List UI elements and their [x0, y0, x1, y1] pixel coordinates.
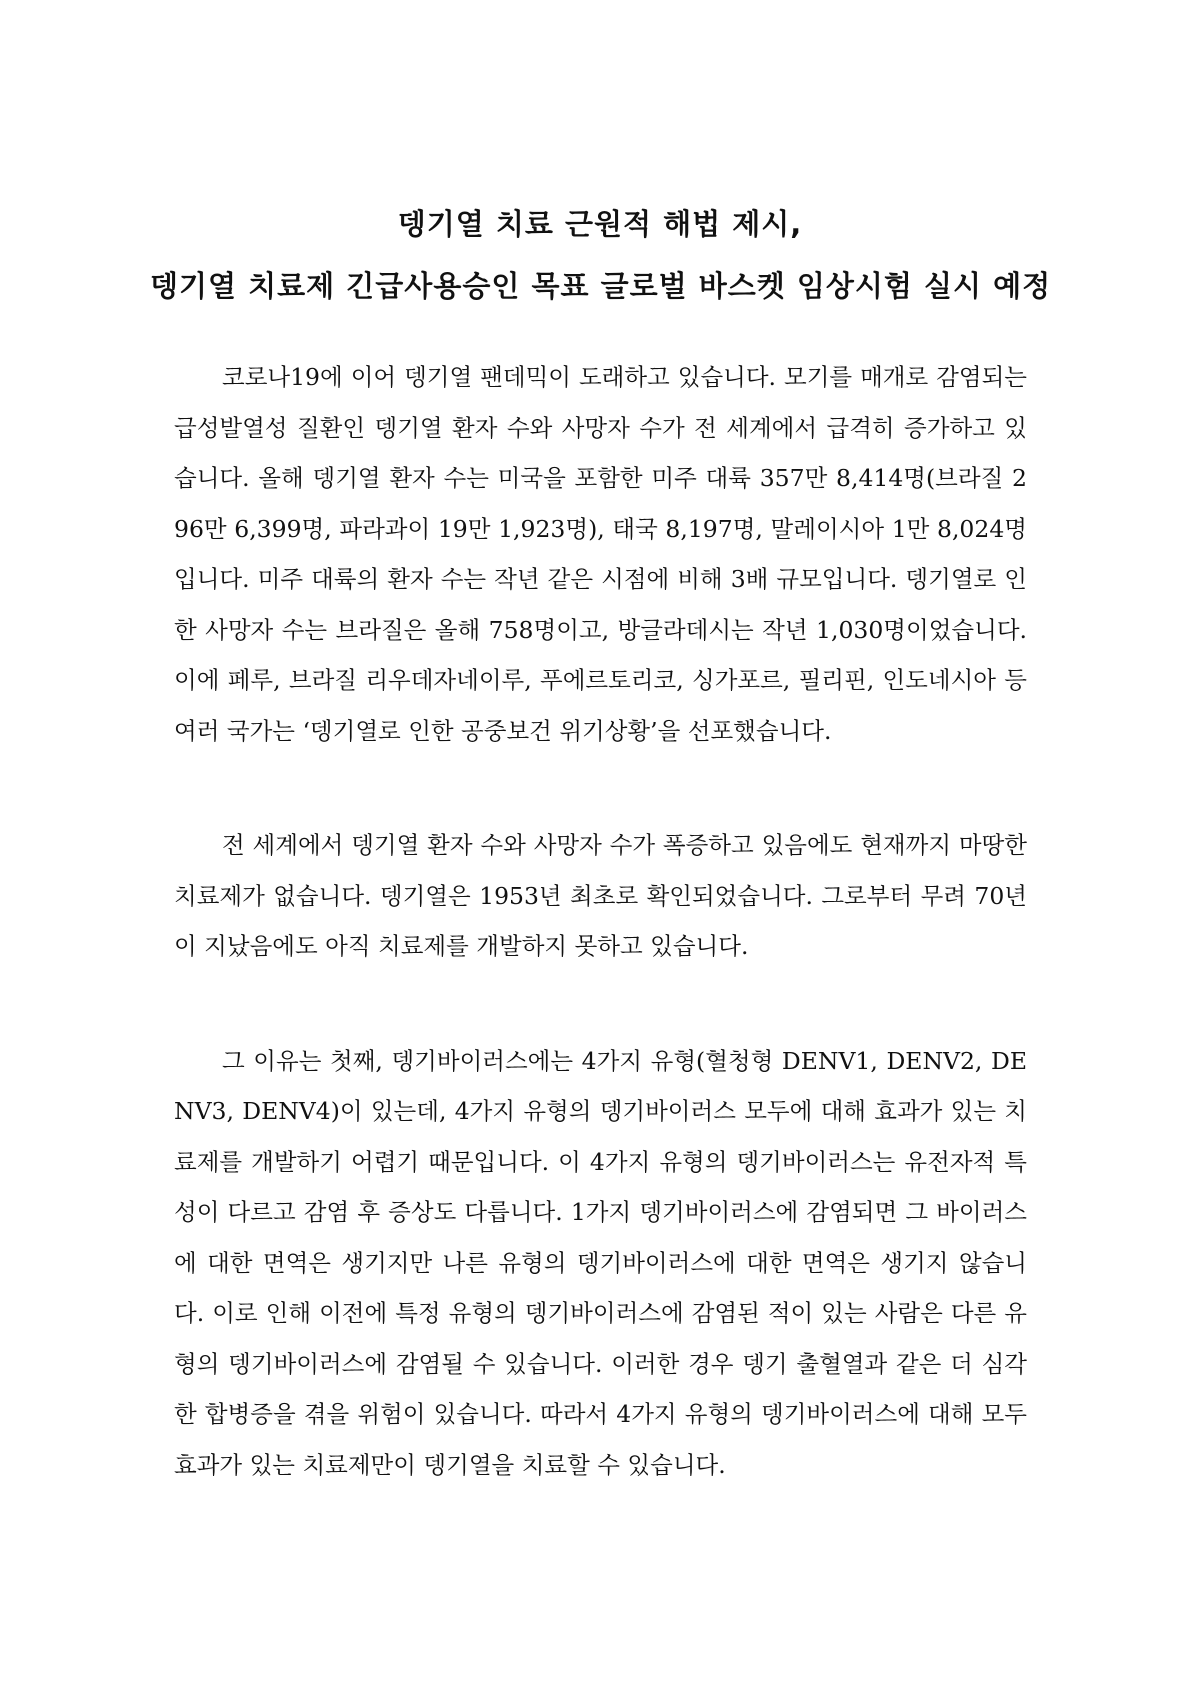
paragraph-1: 코로나19에 이어 뎅기열 팬데믹이 도래하고 있습니다. 모기를 매개로 감염되는 급성발열성 질환인 뎅기열 환자 수와 사망자 수가 전 세계에서 급격히 증가하고 있습니다. 올해 뎅기열 환자 수는 미국을 포함한 미주 대륙 357만 8,414명(브라질 296만 6,399명, 파라과이 19만 1,923명), 태국 8,197명, 말레이시아 1만 8,024명입니다. 미주 대륙의 환자 수는 작년 같은 시점에 비해 3배 규모입니다. 뎅기열로 인한 사망자 수는 브라질은 올해 758명이고, 방글라데시는 작년 1,030명이었습니다. 이에 페루, 브라질 리우데자네이루, 푸에르토리코, 싱가포르, 필리핀, 인도네시아 등 여러 국가는 ‘뎅기열로 인한 공중보건 위기상황’을 선포했습니다. — [174, 363, 1027, 745]
paragraph-3: 그 이유는 첫째, 뎅기바이러스에는 4가지 유형(혈청형 DENV1, DENV2, DENV3, DENV4)이 있는데, 4가지 유형의 뎅기바이러스 모두에 대해 효과가 있는 치료제를 개발하기 어렵기 때문입니다. 이 4가지 유형의 뎅기바이러스는 유전자적 특성이 다르고 감염 후 증상도 다릅니다. 1가지 뎅기바이러스에 감염되면 그 바이러스에 대한 면역은 생기지만 나른 유형의 뎅기바이러스에 대한 면역은 생기지 않습니다. 이로 인해 이전에 특정 유형의 뎅기바이러스에 감염된 적이 있는 사람은 다른 유형의 뎅기바이러스에 감염될 수 있습니다. 이러한 경우 뎅기 출혈열과 같은 더 심각한 합병증을 겪을 위험이 있습니다. 따라서 4가지 유형의 뎅기바이러스에 대해 모두 효과가 있는 치료제만이 뎅기열을 치료할 수 있습니다. — [174, 1046, 1027, 1479]
document-body — [174, 352, 1027, 1490]
paragraph-2: 전 세계에서 뎅기열 환자 수와 사망자 수가 폭증하고 있음에도 현재까지 마땅한 치료제가 없습니다. 뎅기열은 1953년 최초로 확인되었습니다. 그로부터 무려 70년이 지났음에도 아직 치료제를 개발하지 못하고 있습니다. — [174, 831, 1027, 960]
document-title — [150, 193, 1050, 317]
paragraph-spacer — [174, 972, 1027, 1036]
title-line-2: 뎅기열 치료제 긴급사용승인 목표 글로벌 바스켓 임상시험 실시 예정 — [150, 269, 1052, 303]
paragraph-spacer — [174, 756, 1027, 820]
title-line-1: 뎅기열 치료 근원적 해법 제시, — [397, 207, 803, 241]
